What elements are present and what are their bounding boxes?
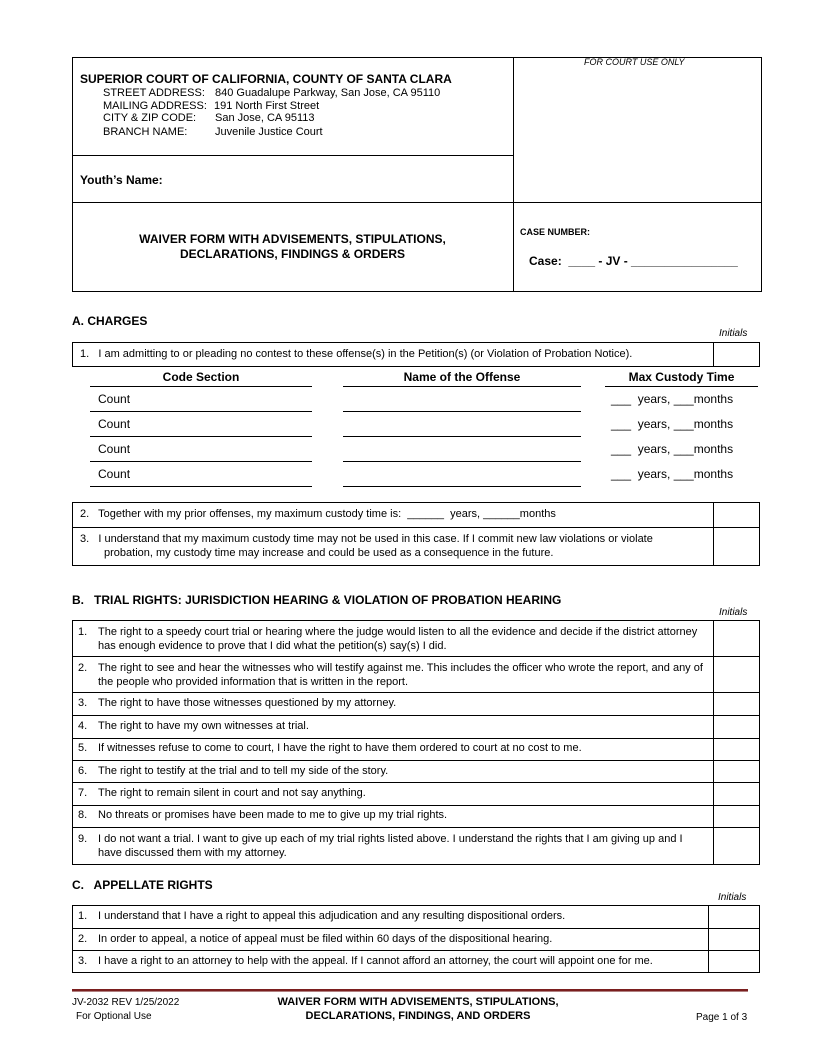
trial-right-text: 9. I do not want a trial. I want to give up each of my trial rights listed above. I understand the rights that I am giving up and I have discussed them with my attorney. — [78, 833, 683, 859]
trial-right-initials-box[interactable] — [714, 783, 759, 804]
appellate-right-initials-box[interactable] — [709, 951, 759, 972]
trial-rule — [72, 715, 760, 716]
case-number-field[interactable]: Case: ____ - JV - ________________ — [529, 254, 738, 268]
trial-right-text: 7. The right to remain silent in court and not say anything. — [78, 787, 366, 799]
count-label: Count — [98, 442, 131, 456]
city-value: San Jose, CA 95113 — [215, 112, 315, 124]
trial-rule — [72, 782, 760, 783]
trial-rule — [72, 805, 760, 806]
col-offense-name: Name of the Offense — [403, 370, 521, 384]
branch-label: BRANCH NAME: — [103, 126, 188, 138]
trial-rule — [72, 656, 760, 657]
trial-rule — [72, 692, 760, 693]
count-custody-field[interactable]: ___ years, ___months — [611, 442, 734, 456]
mailing-value: 191 North First Street — [214, 100, 320, 112]
appellate-right-initials-box[interactable] — [709, 906, 759, 927]
trial-right-initials-box[interactable] — [714, 657, 759, 692]
youth-name-label: Youth’s Name: — [80, 173, 163, 187]
form-title-line-2: DECLARATIONS, FINDINGS & ORDERS — [179, 247, 406, 261]
trial-right-initials-box[interactable] — [714, 828, 759, 864]
charges-item3-initials-box[interactable] — [714, 528, 759, 565]
city-label: CITY & ZIP CODE: — [103, 112, 197, 124]
col-offense-rule — [343, 386, 581, 387]
caption-rule-title — [72, 202, 762, 203]
charges-item3-text-1: 3. I understand that my maximum custody time may not be used in this case. If I commit new law violations or violate — [80, 533, 653, 545]
section-b-heading: B. TRIAL RIGHTS: JURISDICTION HEARING & VIOLATION OF PROBATION HEARING — [72, 593, 562, 607]
mailing-label: MAILING ADDRESS: — [103, 100, 207, 112]
appellate-rule — [72, 928, 760, 929]
count-code-field[interactable] — [90, 436, 312, 437]
trial-right-text: 1. The right to a speedy court trial or hearing where the judge would listen to all the evidence and decide if the district attorney has enough evidence to prove that I did what the petition(s) say(s) I did. — [78, 626, 698, 652]
count-label: Count — [98, 392, 131, 406]
col-code-rule — [90, 386, 312, 387]
trial-right-initials-box[interactable] — [714, 806, 759, 827]
charges-items-rule — [72, 527, 760, 528]
charges-item3-text-2: probation, my custody time may increase and could be used as a consequence in the future. — [104, 547, 554, 559]
trial-right-text: 2. The right to see and hear the witnesses who will testify against me. This includes the officer who wrote the report, and any of the people who provided information that is written in the report. — [78, 662, 703, 688]
street-label: STREET ADDRESS: — [103, 87, 205, 99]
col-custody-rule — [605, 386, 758, 387]
caption-divider — [513, 57, 514, 292]
count-offense-field[interactable] — [343, 411, 581, 412]
youth-name-field[interactable] — [170, 166, 505, 188]
trial-rule — [72, 827, 760, 828]
section-b-initials-label: Initials — [719, 607, 748, 618]
trial-right-initials-box[interactable] — [714, 693, 759, 714]
count-offense-field[interactable] — [343, 461, 581, 462]
count-custody-field[interactable]: ___ years, ___months — [611, 417, 734, 431]
count-custody-field[interactable]: ___ years, ___months — [611, 392, 734, 406]
appellate-rule — [72, 950, 760, 951]
branch-value: Juvenile Justice Court — [215, 126, 323, 138]
charges-item1-text: 1. I am admitting to or pleading no contest to these offense(s) in the Petition(s) (or Violation of Probation Notice). — [80, 348, 633, 360]
count-code-field[interactable] — [90, 486, 312, 487]
trial-rule — [72, 760, 760, 761]
footer-form-id: JV-2032 REV 1/25/2022 — [72, 997, 180, 1008]
count-offense-field[interactable] — [343, 486, 581, 487]
col-max-custody: Max Custody Time — [628, 370, 735, 384]
count-label: Count — [98, 467, 131, 481]
trial-right-text: 5. If witnesses refuse to come to court, I have the right to have them ordered to court at no cost to me. — [78, 742, 582, 754]
trial-right-text: 8. No threats or promises have been made to me to give up my trial rights. — [78, 809, 448, 821]
court-use-label: FOR COURT USE ONLY — [584, 57, 685, 67]
trial-right-text: 6. The right to testify at the trial and to tell my side of the story. — [78, 765, 389, 777]
appellate-right-text: 1. I understand that I have a right to appeal this adjudication and any resulting dispositional orders. — [78, 910, 566, 922]
charges-item2-text: 2. Together with my prior offenses, my maximum custody time is: ______ years, ______months — [80, 508, 556, 520]
trial-right-initials-box[interactable] — [714, 761, 759, 782]
section-c-initials-label: Initials — [718, 892, 747, 903]
footer-title-line-1: WAIVER FORM WITH ADVISEMENTS, STIPULATIONS, — [277, 996, 559, 1008]
charges-item2-initials-box[interactable] — [714, 503, 759, 526]
charges-item1-initials-box[interactable] — [714, 343, 759, 366]
footer-rule — [72, 989, 748, 992]
form-title-line-1: WAIVER FORM WITH ADVISEMENTS, STIPULATIONS, — [139, 232, 446, 246]
trial-rule — [72, 738, 760, 739]
count-code-field[interactable] — [90, 461, 312, 462]
count-custody-field[interactable]: ___ years, ___months — [611, 467, 734, 481]
appellate-right-initials-box[interactable] — [709, 929, 759, 950]
count-label: Count — [98, 417, 131, 431]
trial-right-initials-box[interactable] — [714, 739, 759, 760]
footer-optional-use: For Optional Use — [76, 1011, 152, 1022]
footer-title-line-2: DECLARATIONS, FINDINGS, AND ORDERS — [305, 1010, 531, 1022]
trial-right-initials-box[interactable] — [714, 716, 759, 737]
count-offense-field[interactable] — [343, 436, 581, 437]
trial-right-initials-box[interactable] — [714, 621, 759, 656]
appellate-right-text: 3. I have a right to an attorney to help with the appeal. If I cannot afford an attorney, the court will appoint one for me. — [78, 955, 653, 967]
trial-right-text: 3. The right to have those witnesses questioned by my attorney. — [78, 697, 397, 709]
trial-right-text: 4. The right to have my own witnesses at trial. — [78, 720, 309, 732]
case-number-label: CASE NUMBER: — [520, 227, 591, 237]
section-a-heading: A. CHARGES — [72, 314, 148, 328]
section-c-heading: C. APPELLATE RIGHTS — [72, 878, 213, 892]
caption-rule-youth — [72, 155, 513, 156]
footer-page-number: Page 1 of 3 — [696, 1012, 748, 1023]
section-a-initials-label: Initials — [719, 328, 748, 339]
appellate-right-text: 2. In order to appeal, a notice of appeal must be filed within 60 days of the dispositional hearing. — [78, 933, 553, 945]
count-code-field[interactable] — [90, 411, 312, 412]
col-code-section: Code Section — [162, 370, 240, 384]
court-name: SUPERIOR COURT OF CALIFORNIA, COUNTY OF SANTA CLARA — [80, 72, 452, 86]
street-value: 840 Guadalupe Parkway, San Jose, CA 95110 — [215, 87, 441, 99]
